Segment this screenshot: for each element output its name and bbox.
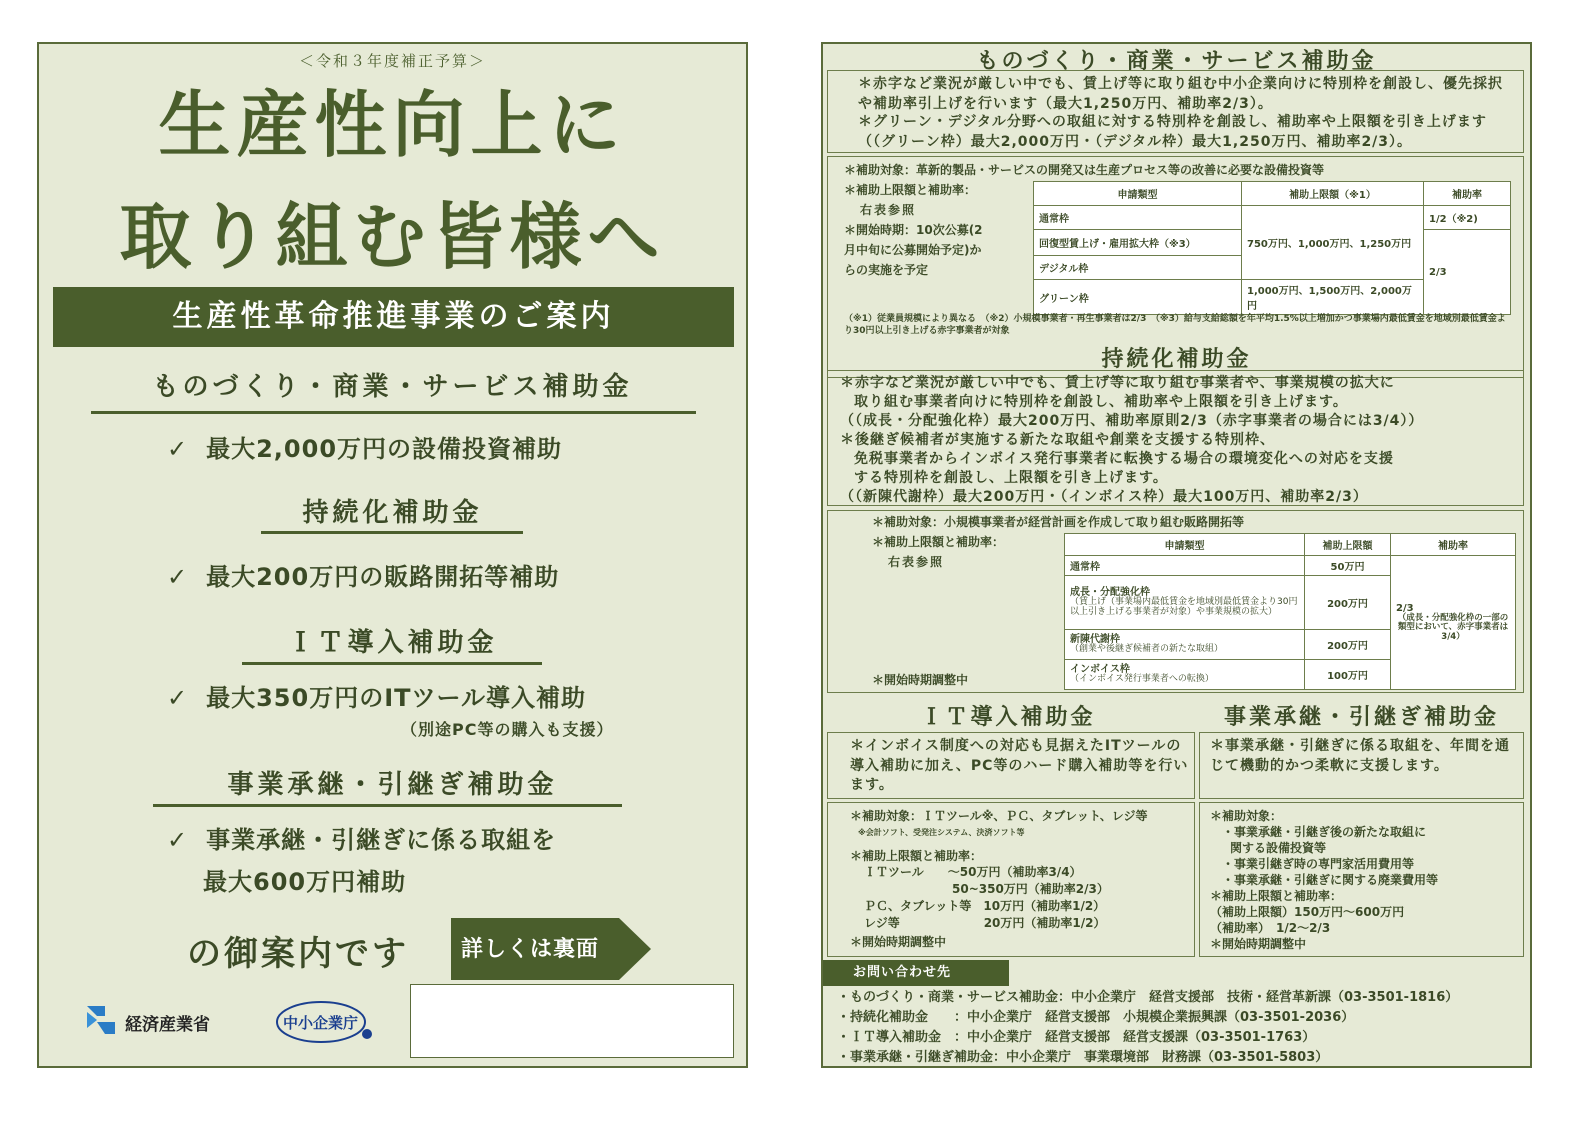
jizokuka-line5: 免税事業者からインボイス発行事業者に転換する場合の環境変化への対応を支援 [854,451,1394,467]
divider [242,662,542,665]
shokei-intro-box: ＊事業承継・引継ぎに係る取組を、年間を通じて機動的かつ柔軟に支援します。 [1199,732,1524,799]
section-shokei-text: ✓ 事業承継・引継ぎに係る取組を [167,826,557,854]
monodukuri-heading: ものづくり・商業・サービス補助金 [976,49,1377,74]
jizokuka-table: 申請類型 補助上限額 補助率 通常枠 50万円 2/3 （成長・分配強化枠の一部の類型において、赤字事業者は3/4） 成長・分配強化枠 （賃上げ（事業場内最低賃金を地域別最低賃金より30円以上引き上げる事業者が対象）や事業規模の拡大） 200万円 新陳代謝枠 （創業や後継ぎ候補者の新たな取組） 200万円 インボイス枠 （インボイス発行事業者への転換） 100万円 [1064,533,1516,690]
see-back-arrow[interactable] [451,918,651,980]
jizokuka-line6: する特別枠を創設し、上限額を引き上げます。 [854,470,1168,486]
closing-text: の御案内です [187,934,409,974]
main-title-line2: 取り組む皆様へ [119,195,666,279]
back-page [821,42,1532,1068]
shokei-detail-box: ＊補助対象： ・事業承継・引継ぎ後の新たな取組に 関する設備投資等 ・事業引継ぎ時の専門家活用費用等 ・事業承継・引継ぎに関する廃業費用等 ＊補助上限額と補助率： （補助上限額）150万円～600万円 （補助率） 1/2～2/3 ＊開始時期調整中 [1199,802,1524,957]
divider [261,531,523,534]
contact-label: お問い合わせ先 [823,960,1009,986]
section-shokei-title: 事業承継・引継ぎ補助金 [227,770,558,800]
it-detail-box: ＊補助対象：ＩＴツール※、ＰＣ、タブレット、レジ等 ※会計ソフト、受発注システム、決済ソフト等 ＊補助上限額と補助率： ＩＴツール ～50万円（補助率3/4） 50~350万円（補助率2/3） ＰＣ、タブレット等 10万円（補助率1/2） レジ等 20万円（補助率1/2） ＊開始時期調整中 [827,802,1195,957]
section-it-note: （別途PC等の購入も支援） [401,720,614,739]
check-icon: ✓ [167,435,189,463]
divider [153,804,622,807]
contact-jizokuka: ・持続化補助金 ：中小企業庁 経営支援部 小規模企業振興課（03-3501-2036） [837,1010,1355,1025]
banner: 生産性革命推進事業のご案内 [53,287,734,347]
contact-it: ・ＩＴ導入補助金 ：中小企業庁 経営支援部 経営支援課（03-3501-1763） [837,1030,1316,1045]
shokei-heading: 事業承継・引継ぎ補助金 [1223,705,1499,730]
it-intro-box: ＊インボイス制度への対応も見据えたITツールの導入補助に加え、PC等のハード購入補助等を行います。 [827,732,1195,799]
check-icon: ✓ [167,826,189,854]
jizokuka-line7: （（新陳代謝枠）最大200万円・（インボイス枠）最大100万円、補助率2/3） [840,489,1368,505]
jizokuka-line3: （（成長・分配強化枠）最大200万円、補助率原則2/3（赤字事業者の場合には3/4）） [840,413,1424,429]
section-it-title: ＩＴ導入補助金 [287,628,498,658]
contact-shokei: ・事業承継・引継ぎ補助金：中小企業庁 事業環境部 財務課（03-3501-5803） [837,1050,1329,1065]
divider [91,411,696,414]
jizokuka-intro-box [827,370,1524,506]
jizokuka-detail-box: ＊補助対象：小規模事業者が経営計画を作成して取り組む販路開拓等 ＊補助上限額と補助率： 右表参照 ＊開始時期調整中 申請類型 補助上限額 補助率 通常枠 50万円 2/3 （成長・分配強化枠の一部の類型において、赤字事業者は3/4） 成長・分配強化枠 （賃上げ（事業場内最低賃金を地域別最低賃金より30円以上引き上げる事業者が対象）や事業規模の拡大） 200万円 新陳代謝枠 （創業や後継ぎ候補者の新たな取組） 200万円 インボイス枠 （インボイス発行事業者への転換） 100万円 [827,510,1524,693]
see-back-label: 詳しくは裏面 [461,937,600,962]
meti-label: 経済産業省 [125,1015,210,1035]
main-title-line1: 生産性向上に [158,83,627,167]
check-icon: ✓ [167,684,189,712]
monodukuri-table: 申請類型 補助上限額（※1） 補助率 通常枠 750万円、1,000万円、1,250万円 1/2（※2) 回復型賃上げ・雇用拡大枠（※3） 2/3 デジタル枠 グリーン枠 1,000万円、1,500万円、2,000万円 [1033,181,1511,315]
it-heading: ＩＴ導入補助金 [920,705,1096,730]
jizokuka-line1: ＊赤字など業況が厳しい中でも、賃上げ等に取り組む事業者や、事業規模の拡大に [840,375,1395,391]
check-icon: ✓ [167,563,189,591]
budget-label: ＜令和３年度補正予算＞ [298,52,486,70]
section-jizokuka-title: 持続化補助金 [302,498,483,528]
section-monodukuri-text: ✓ 最大2,000万円の設備投資補助 [167,435,563,463]
front-page [37,42,748,1068]
jizokuka-line4: ＊後継ぎ候補者が実施する新たな取組や創業を支援する特別枠、 [840,432,1275,448]
section-jizokuka-text: ✓ 最大200万円の販路開拓等補助 [167,563,560,591]
monodukuri-intro-box: ＊赤字など業況が厳しい中でも、賃上げ等に取り組む中小企業向けに特別枠を創設し、優先採択や補助率引上げを行います（最大1,250万円、補助率2/3）。 ＊グリーン・デジタル分野への取組に対する特別枠を創設し、補助率や上限額を引き上げます（（グリーン枠）最大2,000万円・（デジタル枠）最大1,250万円、補助率2/3）。 [827,70,1524,153]
monodukuri-detail-box: ＊補助対象：革新的製品・サービスの開発又は生産プロセス等の改善に必要な設備投資等 ＊補助上限額と補助率： 右表参照 ＊開始時期：10次公募(2 月中旬に公募開始予定)か らの実施を予定 申請類型 補助上限額（※1） 補助率 通常枠 750万円、1,000万円、1,250万円 1/2（※2) 回復型賃上げ・雇用拡大枠（※3） 2/3 デジタル枠 グリーン枠 1,000万円、1,500万円、2,000万円 （※1）従業員規模により異なる （※2）小規模事業者・再生事業者は2/3 （※3）給与支給総額を年平均1.5%以上増加かつ事業場内最低賃金を地域別最低賃金より30円以上引き上げる赤字事業者が対象 [827,156,1524,378]
section-shokei-text2: 最大600万円補助 [203,868,407,896]
contact-monodukuri: ・ものづくり・商業・サービス補助金：中小企業庁 経営支援部 技術・経営革新課（03-3501-1816） [837,990,1459,1005]
meti-logo-icon [83,1002,119,1038]
section-it-text: ✓ 最大350万円のITツール導入補助 [167,684,587,712]
jizokuka-line2: 取り組む事業者向けに特別枠を創設し、補助率や上限額を引き上げます。 [854,394,1348,410]
section-monodukuri-title: ものづくり・商業・サービス補助金 [152,372,633,402]
sme-agency-logo: 中小企業庁 [275,998,375,1044]
blank-stamp-box [410,984,734,1058]
jizokuka-heading: 持続化補助金 [1101,347,1252,372]
